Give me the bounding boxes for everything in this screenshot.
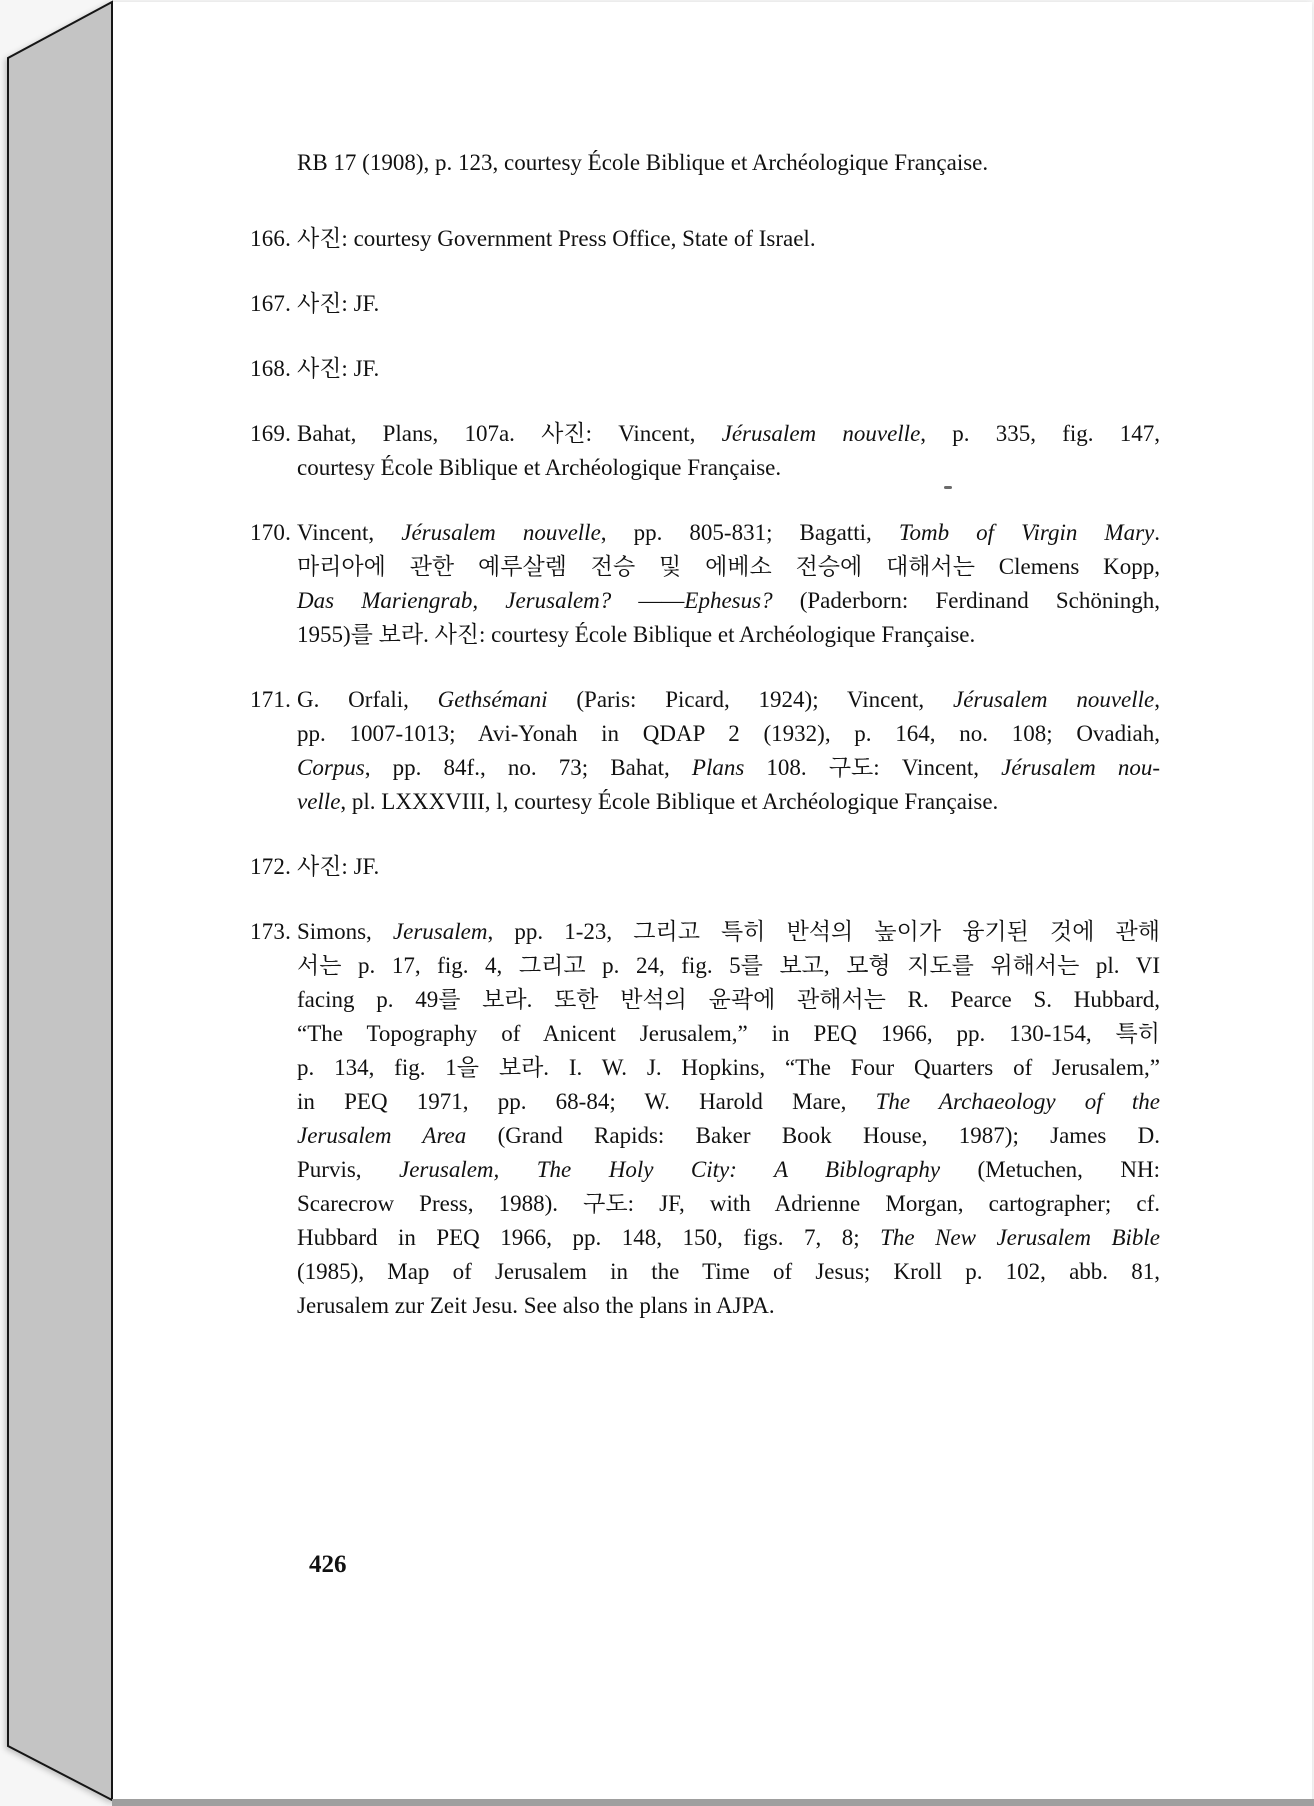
footnote-line	[297, 287, 1160, 321]
footnote-segment: , p. 335, fig. 147,	[920, 421, 1160, 446]
footnote-text	[297, 222, 1160, 256]
footnote-line	[297, 1289, 1160, 1323]
footnote-item	[250, 850, 1160, 884]
footnote-segment: .	[1154, 520, 1161, 545]
footnote-line	[297, 915, 1160, 949]
footnote-segment: (Paderborn: Ferdinand Schöningh,	[772, 588, 1160, 613]
page-bottom-shadow	[112, 1799, 1314, 1806]
footnote-text	[297, 516, 1160, 652]
footnote-number: 166.	[250, 226, 292, 251]
footnote-segment-italic: Jerusalem Area	[297, 1123, 467, 1148]
footnote-number: 167.	[250, 291, 292, 316]
footnote-segment: ,	[1154, 687, 1160, 712]
footnote-segment: G. Orfali,	[297, 687, 438, 712]
footnote-segment: p. 134, fig. 1을 보라. I. W. J. Hopkins, “The Four Quarters of Jerusalem,”	[297, 1055, 1160, 1080]
footnote-item	[250, 287, 1160, 321]
footnote-segment: facing p. 49를 보라. 또한 반석의 윤곽에 관해서는 R. Pearce S. Hubbard,	[297, 987, 1160, 1012]
footnote-segment: Vincent,	[297, 520, 402, 545]
footnote-number: 173.	[250, 919, 292, 944]
footnote-item	[250, 352, 1160, 386]
footnote-line	[297, 222, 1160, 256]
footnote-segment: , pp. 805-831; Bagatti,	[600, 520, 899, 545]
footnote-line	[297, 751, 1160, 785]
footnote-segment: 1955)를 보라. 사진: courtesy École Biblique et Archéologique Française.	[297, 622, 976, 647]
footnote-line	[297, 717, 1160, 751]
footnote-segment: Scarecrow Press, 1988). 구도: JF, with Adrienne Morgan, cartographer; cf.	[297, 1191, 1160, 1216]
footnote-item	[250, 683, 1160, 819]
footnote-line	[297, 1221, 1160, 1255]
footnote-segment: (1985), Map of Jerusalem in the Time of Jesus; Kroll p. 102, abb. 81,	[297, 1259, 1160, 1284]
footnote-segment: 사진: courtesy Government Press Office, State of Israel.	[297, 226, 816, 251]
footnote-line	[297, 352, 1160, 386]
footnote-number: 169.	[250, 421, 292, 446]
footnote-segment: , pp. 1-23, 그리고 특히 반석의 높이가 융기된 것에 관해	[487, 919, 1160, 944]
footnote-line	[297, 584, 1160, 618]
footnote-line	[297, 1153, 1160, 1187]
footnote-line	[297, 516, 1160, 550]
page-number: 426	[309, 1551, 347, 1578]
notes-list	[250, 146, 1160, 1323]
footnote-segment: Bahat, Plans, 107a. 사진: Vincent,	[297, 421, 722, 446]
footnote-segment: , pp. 84f., no. 73; Bahat,	[364, 755, 692, 780]
footnote-line	[297, 1255, 1160, 1289]
footnote-segment: Jerusalem zur Zeit Jesu. See also the plans in AJPA.	[297, 1293, 775, 1318]
footnote-line	[297, 1051, 1160, 1085]
footnote-segment-italic: Tomb of Virgin Mary	[898, 520, 1155, 545]
footnote-item	[250, 222, 1160, 256]
footnote-text	[297, 850, 1160, 884]
footnote-segment: Simons,	[297, 919, 393, 944]
footnote-line	[297, 618, 1160, 652]
footnote-segment: 사진: JF.	[297, 854, 380, 879]
footnote-text	[297, 417, 1160, 485]
footnote-segment: 사진: JF.	[297, 291, 380, 316]
footnote-item	[250, 516, 1160, 652]
footnote-line	[297, 1187, 1160, 1221]
footnote-segment-italic: Gethsémani	[437, 687, 548, 712]
footnote-segment-italic: Jérusalem nouvelle	[953, 687, 1155, 712]
footnote-segment: RB 17 (1908), p. 123, courtesy École Biblique et Archéologique Française.	[297, 150, 989, 175]
footnote-item	[250, 417, 1160, 485]
footnote-number: 172.	[250, 854, 292, 879]
footnote-line	[297, 1085, 1160, 1119]
footnote-text	[297, 352, 1160, 386]
footnote-line	[297, 983, 1160, 1017]
footnote-line	[297, 850, 1160, 884]
footnote-segment: Purvis,	[297, 1157, 400, 1182]
footnote-segment-italic: Jerusalem, The Holy City: A Biblography	[399, 1157, 941, 1182]
footnote-segment: , pl. LXXXVIII, l, courtesy École Biblique et Archéologique Française.	[340, 789, 999, 814]
footnote-segment: 마리아에 관한 예루살렘 전승 및 에베소 전승에 대해서는 Clemens Kopp,	[297, 554, 1160, 579]
footnote-segment: Hubbard in PEQ 1966, pp. 148, 150, figs. 7, 8;	[297, 1225, 881, 1250]
footnote-segment-italic: Jérusalem nouvelle	[721, 421, 921, 446]
footnote-segment: 사진: JF.	[297, 356, 380, 381]
footnote-text	[297, 683, 1160, 819]
footnote-segment: (Paris: Picard, 1924); Vincent,	[547, 687, 953, 712]
footnote-segment-italic: Ephesus?	[684, 588, 773, 613]
footnote-segment: pp. 1007-1013; Avi-Yonah in QDAP 2 (1932), p. 164, no. 108; Ovadiah,	[297, 721, 1160, 746]
footnote-segment-italic: Jérusalem nouvelle	[401, 520, 601, 545]
footnote-line	[297, 550, 1160, 584]
footnote-line	[297, 146, 1160, 180]
footnote-line	[297, 1119, 1160, 1153]
footnote-segment: (Metuchen, NH:	[940, 1157, 1160, 1182]
footnote-line	[297, 785, 1160, 819]
footnote-segment: “The Topography of Anicent Jerusalem,” in PEQ 1966, pp. 130-154, 특히	[297, 1021, 1160, 1046]
footnote-segment: (Grand Rapids: Baker Book House, 1987); James D.	[466, 1123, 1161, 1148]
footnote-line	[297, 949, 1160, 983]
footnote-text	[297, 146, 1160, 180]
footnote-number	[250, 146, 297, 180]
footnote-text	[297, 915, 1160, 1323]
footnote-number: 170.	[250, 520, 292, 545]
footnote-line	[297, 451, 1160, 485]
footnote-segment-italic: Das Mariengrab, Jerusalem?	[297, 588, 612, 613]
footnote-line	[297, 683, 1160, 717]
footnote-segment-italic: The New Jerusalem Bible	[880, 1225, 1160, 1250]
footnote-item	[250, 915, 1160, 1323]
footnote-line	[297, 1017, 1160, 1051]
footnote-segment-italic: Corpus	[297, 755, 365, 780]
endnotes-page	[250, 146, 1160, 1579]
footnote-number: 168.	[250, 356, 292, 381]
footnote-segment: courtesy École Biblique et Archéologique Française.	[297, 455, 782, 480]
footnote-segment: in PEQ 1971, pp. 68-84; W. Harold Mare,	[297, 1089, 876, 1114]
footnote-segment-italic: velle	[297, 789, 341, 814]
footnote-segment-italic: The Archaeology of the	[875, 1089, 1160, 1114]
footnote-line	[297, 417, 1160, 451]
footnote-segment-italic: Plans	[691, 755, 745, 780]
footnote-segment: 서는 p. 17, fig. 4, 그리고 p. 24, fig. 5를 보고, 모형 지도를 위해서는 pl. VI	[297, 953, 1160, 978]
book-fore-edge	[8, 2, 112, 1800]
footnote-continuation	[250, 146, 1160, 180]
footnote-segment-italic: Jérusalem nou-	[1001, 755, 1160, 780]
footnote-number: 171.	[250, 687, 292, 712]
footnote-segment-italic: Jerusalem	[392, 919, 488, 944]
footnote-segment: ——	[611, 588, 685, 613]
footnote-text	[297, 287, 1160, 321]
footnote-segment: 108. 구도: Vincent,	[744, 755, 1002, 780]
